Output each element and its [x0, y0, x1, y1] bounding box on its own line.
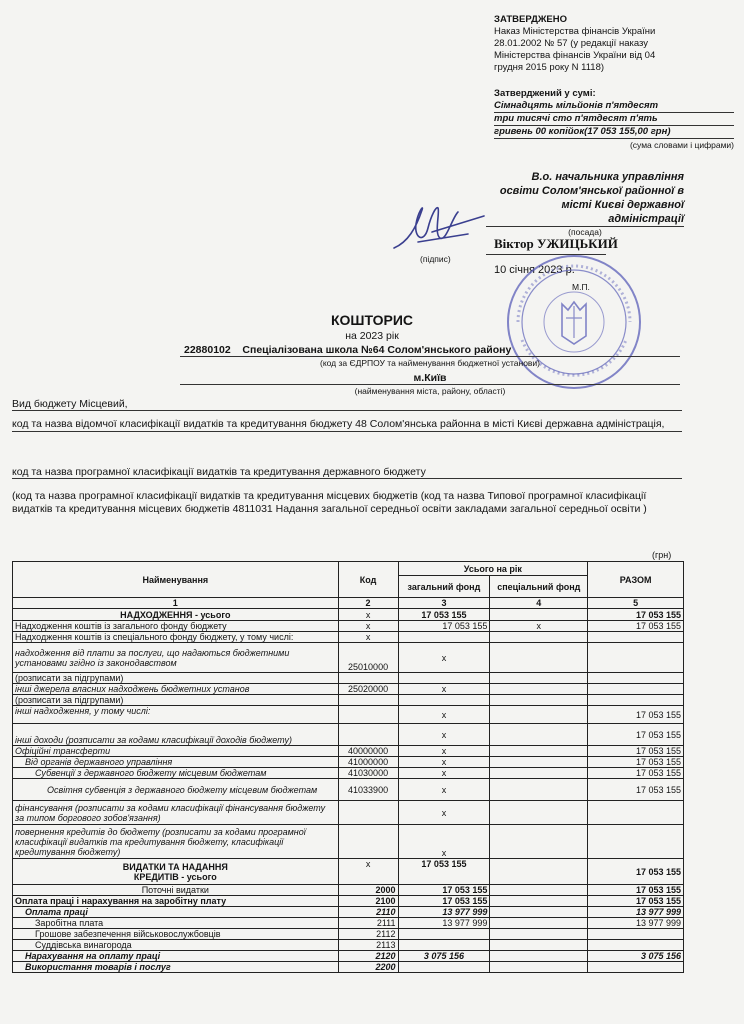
stamp-caption: М.П.: [572, 282, 590, 292]
table-row: [13, 757, 684, 768]
institution-name: Спеціалізована школа №64 Солом'янського району: [242, 344, 512, 356]
row-name: Грошове забезпечення військовослужбовців: [13, 929, 339, 940]
row-code: 41000000: [338, 757, 398, 768]
row-special: [490, 746, 588, 757]
row-special: [490, 768, 588, 779]
row-general: х: [398, 724, 490, 746]
row-name: інші джерела власних надходжень бюджетних установ: [13, 684, 339, 695]
row-special: [490, 859, 588, 885]
row-name: Використання товарів і послуг: [13, 962, 339, 973]
signature-icon: [388, 198, 488, 258]
row-general: 17 053 155: [398, 885, 490, 896]
col-number: 4: [490, 598, 588, 609]
table-row: [13, 621, 684, 632]
row-name: Надходження коштів із загального фонду бюджету: [13, 621, 339, 632]
row-name: надходження від плати за послуги, що надаються бюджетними установами згідно із законодавством: [13, 643, 339, 673]
table-row: [13, 940, 684, 951]
col-number: 1: [13, 598, 339, 609]
col-number: 5: [588, 598, 684, 609]
row-code: [338, 706, 398, 724]
row-special: [490, 673, 588, 684]
row-code: [338, 695, 398, 706]
sum-words-line: три тисячі сто п'ятдесят п'ять: [494, 113, 734, 126]
approval-block: [494, 14, 734, 151]
row-total: 17 053 155: [588, 779, 684, 801]
row-special: [490, 918, 588, 929]
row-name: Субвенції з державного бюджету місцевим бюджетам: [13, 768, 339, 779]
institution-line: [180, 344, 680, 357]
row-code: 2200: [338, 962, 398, 973]
table-row: [13, 724, 684, 746]
row-total: [588, 801, 684, 825]
row-special: [490, 825, 588, 859]
table-row: [13, 962, 684, 973]
row-total: [588, 643, 684, 673]
row-code: 2112: [338, 929, 398, 940]
table-row: [13, 684, 684, 695]
row-general: х: [398, 757, 490, 768]
row-code: х: [338, 859, 398, 885]
row-general: х: [398, 706, 490, 724]
sum-label: Затверджений у сумі:: [494, 88, 596, 99]
table-row: [13, 779, 684, 801]
row-code: 25020000: [338, 684, 398, 695]
institution-caption: (код за ЄДРПОУ та найменування бюджетної установи): [319, 358, 541, 368]
local-program-classification: (код та назва програмної класифікації видатків та кредитування місцевих бюджетів (код та назва Типової програмної класифікації видатків та кредитування місцевих бюджетів 4811031 Надання загальної середньої освіти закладами загальної середньої освіти ): [12, 490, 647, 515]
row-general: х: [398, 779, 490, 801]
institution-code: 22880102: [184, 344, 231, 356]
table-row: [13, 673, 684, 684]
row-name: ВИДАТКИ ТА НАДАННЯ КРЕДИТІВ - усього: [13, 859, 339, 885]
table-row: [13, 929, 684, 940]
row-code: х: [338, 609, 398, 621]
row-general: [398, 940, 490, 951]
row-total: [588, 695, 684, 706]
row-general: 17 053 155: [398, 859, 490, 885]
row-total: 17 053 155: [588, 706, 684, 724]
row-general: [398, 673, 490, 684]
row-total: [588, 929, 684, 940]
row-general: [398, 695, 490, 706]
row-name: інші надходження, у тому числі:: [13, 706, 339, 724]
header-sum: РАЗОМ: [588, 562, 684, 598]
row-code: 2000: [338, 885, 398, 896]
row-special: [490, 951, 588, 962]
row-total: 3 075 156: [588, 951, 684, 962]
row-total: [588, 673, 684, 684]
row-general: х: [398, 643, 490, 673]
row-name: інші доходи (розписати за кодами класифікації доходів бюджету): [13, 724, 339, 746]
row-name: (розписати за підгрупами): [13, 673, 339, 684]
row-special: [490, 885, 588, 896]
row-name: Поточні видатки: [13, 885, 339, 896]
row-general: 13 977 999: [398, 918, 490, 929]
currency-unit: (грн): [652, 550, 672, 560]
row-total: [588, 962, 684, 973]
row-special: х: [490, 621, 588, 632]
table-row: [13, 859, 684, 885]
row-name: (розписати за підгрупами): [13, 695, 339, 706]
row-name: Оплата праці: [13, 907, 339, 918]
position-caption: (посада): [486, 226, 684, 237]
position-line: адміністрації: [608, 213, 684, 225]
table-row: [13, 768, 684, 779]
row-special: [490, 929, 588, 940]
budget-type: Вид бюджету Місцевий,: [12, 398, 682, 411]
row-total: 13 977 999: [588, 907, 684, 918]
table-row: [13, 951, 684, 962]
order-line: Наказ Міністерства фінансів України: [494, 26, 656, 37]
position-line: освіти Солом'янської районної в: [499, 185, 684, 197]
row-total: 17 053 155: [588, 757, 684, 768]
row-code: 25010000: [338, 643, 398, 673]
row-total: 17 053 155: [588, 859, 684, 885]
table-row: [13, 918, 684, 929]
signer-position: [486, 170, 684, 226]
row-name: Офіційні трансферти: [13, 746, 339, 757]
row-total: [588, 825, 684, 859]
row-general: х: [398, 746, 490, 757]
table-row: [13, 706, 684, 724]
row-general: х: [398, 801, 490, 825]
row-code: 2100: [338, 896, 398, 907]
row-total: 17 053 155: [588, 746, 684, 757]
row-special: [490, 684, 588, 695]
row-code: [338, 673, 398, 684]
city-caption: (найменування міста, району, області): [354, 386, 506, 396]
position-line: місті Києві державної: [561, 199, 684, 211]
table-row: [13, 801, 684, 825]
header-total-year: Усього на рік: [398, 562, 588, 576]
row-general: 3 075 156: [398, 951, 490, 962]
order-line: грудня 2015 року N 1118): [494, 62, 605, 73]
row-total: [588, 684, 684, 695]
row-general: [398, 632, 490, 643]
row-general: [398, 962, 490, 973]
order-line: Міністерства фінансів України від 04: [494, 50, 656, 61]
row-total: 17 053 155: [588, 621, 684, 632]
col-number: 3: [398, 598, 490, 609]
header-general-fund: загальний фонд: [398, 576, 490, 598]
row-total: 17 053 155: [588, 724, 684, 746]
row-code: [338, 825, 398, 859]
order-line: 28.01.2002 № 57 (у редакції наказу: [494, 38, 649, 49]
row-general: 17 053 155: [398, 896, 490, 907]
sum-caption: (сума словами і цифрами): [629, 140, 734, 150]
header-special-fund: спеціальний фонд: [490, 576, 588, 598]
row-total: 17 053 155: [588, 885, 684, 896]
row-special: [490, 695, 588, 706]
row-name: Від органів державного управління: [13, 757, 339, 768]
row-code: [338, 724, 398, 746]
row-total: [588, 632, 684, 643]
row-general: 17 053 155: [398, 621, 490, 632]
table-row: [13, 609, 684, 621]
row-total: [588, 940, 684, 951]
row-name: Надходження коштів із спеціального фонду бюджету, у тому числі:: [13, 632, 339, 643]
row-general: х: [398, 825, 490, 859]
row-code: 2113: [338, 940, 398, 951]
row-code: 2111: [338, 918, 398, 929]
state-program-classification: код та назва програмної класифікації видатків та кредитування державного бюджету: [12, 466, 682, 479]
table-row: [13, 825, 684, 859]
signer-name: Віктор УЖИЦЬКИЙ: [494, 236, 618, 251]
table-row: [13, 632, 684, 643]
document-year: на 2023 рік: [345, 330, 399, 342]
row-code: 2120: [338, 951, 398, 962]
row-special: [490, 907, 588, 918]
table-row: [13, 885, 684, 896]
approval-date: 10 січня 2023 р.: [494, 264, 575, 276]
table-row: [13, 643, 684, 673]
row-special: [490, 609, 588, 621]
row-name: Освітня субвенція з державного бюджету місцевим бюджетам: [13, 779, 339, 801]
row-total: 13 977 999: [588, 918, 684, 929]
row-code: 41033900: [338, 779, 398, 801]
row-special: [490, 643, 588, 673]
row-name: повернення кредитів до бюджету (розписати за кодами програмної класифікації видатків та кредитування бюджету, класифікації кредитування бюджету): [13, 825, 339, 859]
position-line: В.о. начальника управління: [531, 171, 684, 183]
row-special: [490, 757, 588, 768]
row-general: [398, 929, 490, 940]
row-special: [490, 962, 588, 973]
row-total: 17 053 155: [588, 609, 684, 621]
row-general: х: [398, 768, 490, 779]
row-name: фінансування (розписати за кодами класифікації фінансування бюджету за типом боргового зобов'язання): [13, 801, 339, 825]
row-total: 17 053 155: [588, 768, 684, 779]
row-general: 13 977 999: [398, 907, 490, 918]
row-special: [490, 940, 588, 951]
row-name: Нарахування на оплату праці: [13, 951, 339, 962]
estimate-table: [12, 561, 684, 973]
row-name: Заробітна плата: [13, 918, 339, 929]
table-row: [13, 907, 684, 918]
header-name: Найменування: [13, 562, 339, 598]
approval-header: ЗАТВЕРДЖЕНО: [494, 14, 568, 25]
row-general: 17 053 155: [398, 609, 490, 621]
row-name: Оплата праці і нарахування на заробітну плату: [13, 896, 339, 907]
row-special: [490, 896, 588, 907]
table-row: [13, 896, 684, 907]
row-total: 17 053 155: [588, 896, 684, 907]
table-row: [13, 695, 684, 706]
header-code: Код: [338, 562, 398, 598]
sum-words-line: гривень 00 копійок(17 053 155,00 грн): [494, 126, 734, 139]
row-special: [490, 632, 588, 643]
row-code: х: [338, 621, 398, 632]
row-special: [490, 779, 588, 801]
row-code: 2110: [338, 907, 398, 918]
row-special: [490, 706, 588, 724]
row-name: НАДХОДЖЕННЯ - усього: [13, 609, 339, 621]
document-title: КОШТОРИС: [330, 312, 414, 328]
department-classification: код та назва відомчої класифікації видатків та кредитування бюджету 48 Солом'янська районна в місті Києві державна адміністрація,: [12, 418, 682, 432]
col-number: 2: [338, 598, 398, 609]
city: м.Київ: [180, 372, 680, 385]
row-special: [490, 801, 588, 825]
row-general: х: [398, 684, 490, 695]
row-code: 41030000: [338, 768, 398, 779]
signature-caption: (підпис): [420, 254, 451, 264]
row-name: Суддівська винагорода: [13, 940, 339, 951]
row-special: [490, 724, 588, 746]
row-code: х: [338, 632, 398, 643]
row-code: [338, 801, 398, 825]
table-row: [13, 746, 684, 757]
row-code: 40000000: [338, 746, 398, 757]
sum-words-line: Сімнадцять мільйонів п'ятдесят: [494, 100, 734, 113]
